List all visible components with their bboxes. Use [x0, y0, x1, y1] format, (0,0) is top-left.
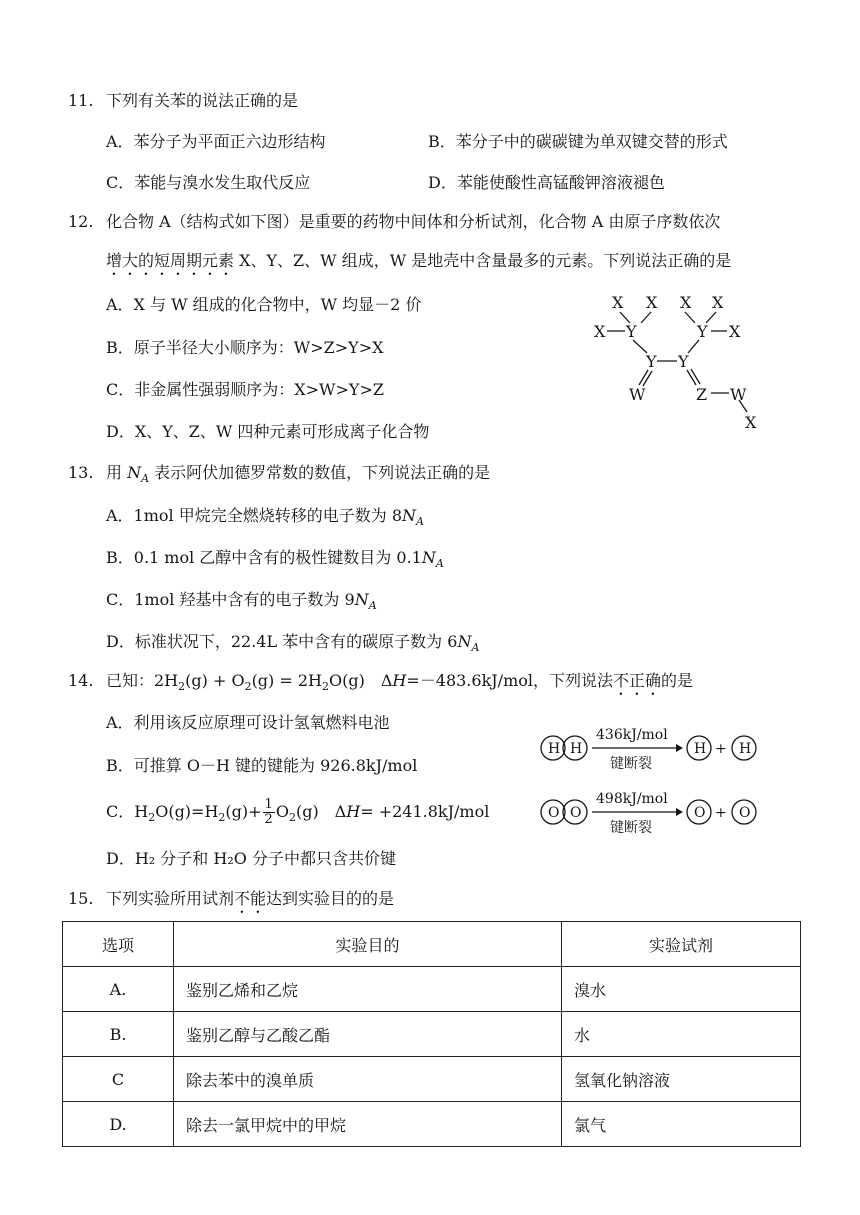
question-text: 的是 [661, 671, 694, 690]
atom-label: W [629, 385, 646, 404]
q11-option-c: C．苯能与溴水发生取代反应 [106, 173, 311, 192]
question-12-stem-line2 [106, 250, 731, 279]
q14-option-b: B．可推算 O－H 键的键能为 926.8kJ/mol [106, 756, 418, 775]
question-number: 11. [68, 91, 94, 110]
atom-label: O [694, 805, 706, 821]
avogadro-subscript: A [141, 472, 150, 486]
atom-label: O [548, 805, 560, 821]
table-cell-reagent: 氢氧化钠溶液 [562, 1057, 801, 1102]
equation-text: (g) Δ [295, 802, 347, 821]
equation-text: (g)+ [225, 802, 262, 821]
q14-option-a: A．利用该反应原理可设计氢氧燃料电池 [106, 713, 390, 732]
q13-option-a [106, 505, 424, 533]
question-number: 14. [68, 671, 94, 690]
atom-label: Y [697, 322, 708, 341]
table-cell-option: D. [63, 1102, 174, 1147]
q13-option-d [106, 631, 479, 659]
structure-diagram [585, 290, 775, 440]
table-cell-option: A. [63, 967, 174, 1012]
table-cell-reagent: 溴水 [562, 967, 801, 1012]
atom-label: X [594, 322, 606, 341]
question-text: 用 [106, 463, 128, 482]
plus-sign: + [715, 805, 727, 821]
energy-diagram-h [536, 720, 766, 776]
atom-label: H [548, 741, 561, 757]
plus-sign: + [715, 741, 727, 757]
column-header-option: 选项 [63, 922, 174, 967]
bond-energy-value: 498kJ/mol [596, 791, 668, 807]
equation-text: 已知：2H [106, 671, 179, 690]
q12-option-b: B．原子半径大小顺序为：W>Z>Y>X [106, 338, 384, 357]
emphasized-text: 增大的短周期元素 [106, 251, 235, 270]
table-cell-purpose: 鉴别乙醇与乙酸乙酯 [174, 1012, 562, 1057]
question-12-stem [68, 211, 720, 233]
q12-option-a: A．X 与 W 组成的化合物中，W 均显－2 价 [106, 295, 422, 314]
emphasized-text: 不能 [234, 889, 267, 908]
question-text: 达到实验目的的是 [266, 889, 395, 908]
question-number: 13. [68, 463, 94, 482]
enthalpy-symbol: H [392, 671, 407, 690]
question-number: 12. [68, 212, 94, 231]
avogadro-subscript: A [435, 557, 444, 571]
atom-label: X [680, 293, 692, 312]
table-cell-purpose: 鉴别乙烯和乙烷 [174, 967, 562, 1012]
equation-text: = +241.8kJ/mol [360, 802, 490, 821]
question-14-stem: 14. 已知：$2H_2(g) + O_2(g) = 2H_2O(g)$ ΔH=－483.6kJ/mol，下列说法不正确的是 [68, 671, 694, 694]
q11-option-d: D．苯能使酸性高锰酸钾溶液褪色 [428, 173, 665, 192]
q11-option-b: B．苯分子中的碳碳键为单双键交替的形式 [428, 132, 728, 151]
table-row [63, 1057, 801, 1102]
question-number: 15. [68, 889, 94, 908]
table-cell-purpose: 除去苯中的溴单质 [174, 1057, 562, 1102]
q13-option-c [106, 589, 377, 617]
equation-text: C．H [106, 802, 149, 821]
hydrogen-bond-energy-diagram [536, 720, 766, 776]
atom-label: W [730, 385, 747, 404]
atom-label: Y [646, 352, 657, 371]
atom-label: H [570, 741, 583, 757]
question-text: =－483.6kJ/mol，下列说法 [406, 671, 613, 690]
avogadro-symbol: N [127, 463, 142, 482]
question-text: 下列有关苯的说法正确的是 [106, 91, 299, 110]
option-text: A．1mol 甲烷完全燃烧转移的电子数为 8 [106, 506, 403, 525]
atom-label: X [712, 293, 724, 312]
q14-option-c: C．$H_2O(g)=H_2(g)+$ $\frac{1}{2}$ $O_2(g)$ ΔH= +241.8kJ/mol [106, 797, 490, 827]
atom-label: Z [696, 385, 708, 404]
atom-label: X [612, 293, 624, 312]
column-header-purpose: 实验目的 [174, 922, 562, 967]
avogadro-subscript: A [368, 599, 377, 613]
atom-label: X [745, 413, 757, 432]
question-13-stem [68, 462, 490, 490]
q14-option-d: D．H₂ 分子和 H₂O 分子中都只含共价键 [106, 849, 396, 868]
question-11-stem [68, 90, 298, 112]
equation-text: (g) + O [185, 671, 245, 690]
avogadro-subscript: A [416, 515, 424, 529]
table-cell-purpose: 除去一氯甲烷中的甲烷 [174, 1102, 562, 1147]
experiment-table [62, 921, 801, 1147]
column-header-reagent: 实验试剂 [562, 922, 801, 967]
table-cell-reagent: 水 [562, 1012, 801, 1057]
equation-text: O [275, 802, 289, 821]
q11-option-a: A．苯分子为平面正六边形结构 [106, 132, 326, 151]
question-text: 化合物 A（结构式如下图）是重要的药物中间体和分析试剂，化合物 A 由原子序数依次 [106, 212, 721, 231]
q12-option-d: D．X、Y、Z、W 四种元素可形成离子化合物 [106, 422, 430, 441]
compound-a-structure [585, 290, 775, 440]
table-row [63, 1012, 801, 1057]
equation-text: O(g) Δ [329, 671, 393, 690]
atom-label: O [570, 805, 582, 821]
option-text: D．标准状况下，22.4L 苯中含有的碳原子数为 6 [106, 632, 458, 651]
atom-label: Y [678, 352, 689, 371]
table-header-row [63, 922, 801, 967]
atom-label: H [739, 741, 752, 757]
table-cell-reagent: 氯气 [562, 1102, 801, 1147]
enthalpy-symbol: H [346, 802, 361, 821]
avogadro-symbol: N [457, 632, 472, 651]
equation-text: (g) = 2H [251, 671, 322, 690]
atom-label: Y [626, 322, 637, 341]
emphasized-text: 不正确 [613, 671, 662, 690]
equation-text: O(g)=H [155, 802, 219, 821]
table-row [63, 967, 801, 1012]
energy-diagram-o [536, 784, 766, 840]
atom-label: H [694, 741, 707, 757]
avogadro-symbol: N [354, 590, 369, 609]
atom-label: O [739, 805, 751, 821]
atom-label: X [646, 293, 658, 312]
question-15-stem [68, 888, 394, 917]
question-text: 表示阿伏加德罗常数的数值，下列说法正确的是 [149, 463, 491, 482]
table-cell-option: B. [63, 1012, 174, 1057]
bond-energy-value: 436kJ/mol [596, 727, 668, 743]
table-row [63, 1102, 801, 1147]
question-text: X、Y、Z、W 组成，W 是地壳中含量最多的元素。下列说法正确的是 [234, 251, 732, 270]
oxygen-bond-energy-diagram [536, 784, 766, 840]
atom-label: X [729, 322, 741, 341]
fraction-denominator: 2 [264, 812, 273, 827]
avogadro-subscript: A [471, 641, 480, 655]
option-text: B．0.1 mol 乙醇中含有的极性键数目为 0.1 [106, 548, 422, 567]
q12-option-c: C．非金属性强弱顺序为：X>W>Y>Z [106, 380, 384, 399]
option-text: C．1mol 羟基中含有的电子数为 9 [106, 590, 355, 609]
avogadro-symbol: N [421, 548, 436, 567]
bond-break-label: 键断裂 [610, 756, 652, 772]
fraction [263, 798, 275, 827]
avogadro-symbol: N [402, 506, 417, 525]
bond-break-label: 键断裂 [610, 820, 652, 836]
table-cell-option: C [63, 1057, 174, 1102]
question-text: 下列实验所用试剂 [106, 889, 235, 908]
q13-option-b [106, 547, 444, 575]
fraction-numerator: 1 [264, 797, 273, 812]
